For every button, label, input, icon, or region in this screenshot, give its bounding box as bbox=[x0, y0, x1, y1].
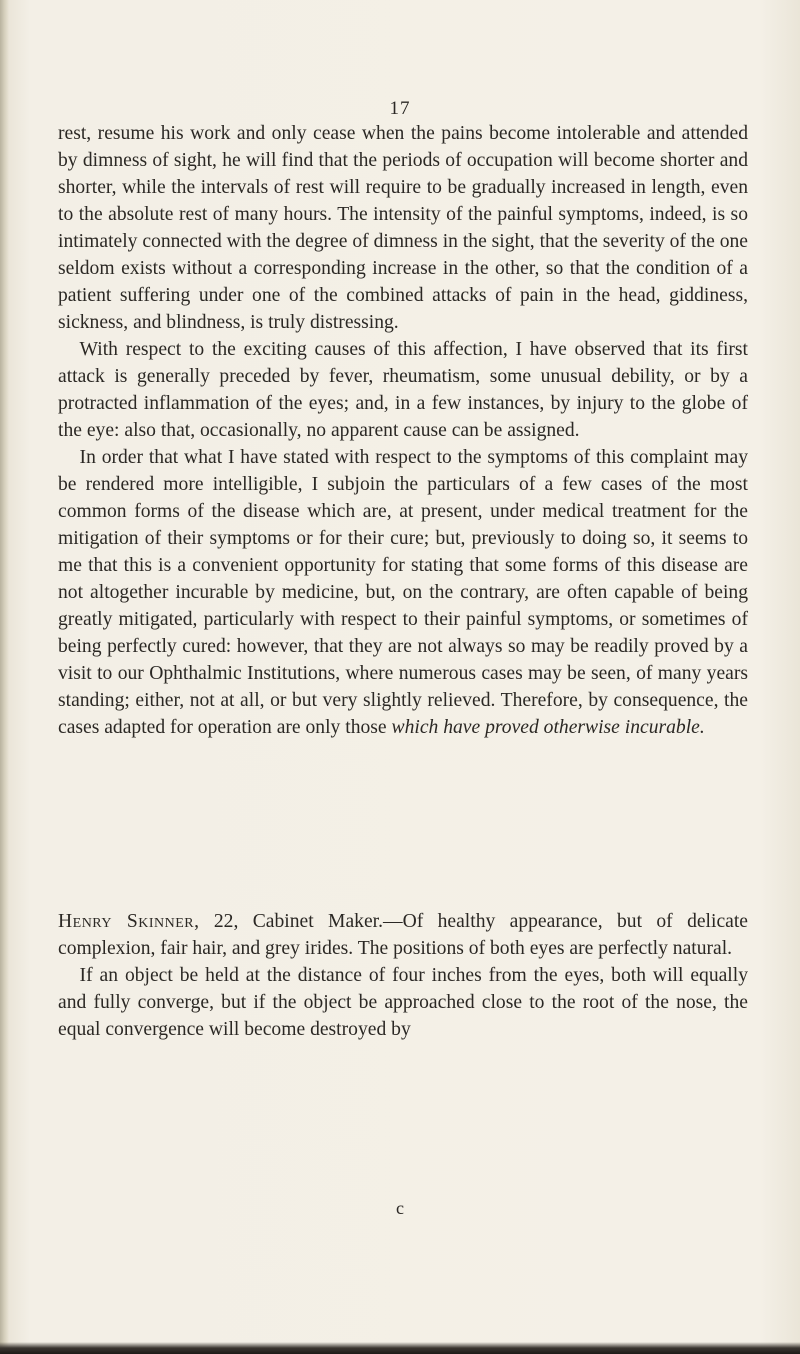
main-text bbox=[58, 120, 748, 741]
paragraph-exciting-causes: With respect to the exciting causes of this affection, I have observed that its first attack is generally preceded by fever, rheumatism, some unusual debility, or by a protracted inflammation of the eyes; and, in a few instances, by injury to the globe of the eye: also that, occasionally, no apparent cause can be assigned. bbox=[58, 339, 748, 441]
signature-mark: c bbox=[396, 1198, 404, 1218]
case-henry-skinner bbox=[58, 908, 748, 1043]
paragraph-cases-intro-text: In order that what I have stated with respect to the symptoms of this complaint may be rendered more intelligible, I subjoin the particulars of a few cases of the most common forms of the disease which are, at present, under medical treatment for the mitigation of their symptoms or for their cure; but, previously to doing so, it seems to me that this is a convenient opportunity for stating that some forms of this disease are not altogether incurable by medicine, but, on the contrary, are often capable of being greatly mitigated, particularly with respect to their painful symptoms, or sometimes of being perfectly cured: however, that they are not always so may be readily proved by a visit to our Ophthalmic Institutions, where numerous cases may be seen, of many years standing; either, not at all, or but very slightly relieved. Therefore, by consequence, the cases adapted for operation are only those bbox=[58, 447, 748, 738]
page-bottom-edge bbox=[0, 1342, 800, 1354]
case-patient-name: Henry Skinner, bbox=[58, 911, 200, 932]
paragraph-continued: rest, resume his work and only cease when the pains become intolerable and attended by dimness of sight, he will find that the periods of occupation will become shorter and shorter, while the intervals of rest will require to be gradually increased in length, even to the absolute rest of many hours. The intensity of the painful symptoms, indeed, is so intimately connected with the degree of dimness in the sight, that the severity of the one seldom exists without a corresponding increase in the other, so that the condition of a patient suffering under one of the combined attacks of pain in the head, giddiness, sickness, and blindness, is truly distressing. bbox=[58, 123, 748, 333]
case-examination-paragraph: If an object be held at the distance of four inches from the eyes, both will equally and fully converge, but if the object be approached close to the root of the nose, the equal convergence will become destroyed by bbox=[58, 965, 748, 1040]
page-number: 17 bbox=[389, 98, 411, 119]
case-intro-paragraph bbox=[58, 908, 748, 962]
paragraph-cases-intro-emphasis: which have proved otherwise incurable. bbox=[391, 717, 705, 738]
case-intro-text: 22, Cabinet Maker.—Of healthy appearance, but of delicate complexion, fair hair, and grey irides. The positions of both eyes are perfectly natural. bbox=[58, 911, 748, 959]
paragraph-cases-intro bbox=[58, 444, 748, 741]
page-binding-edge bbox=[0, 0, 9, 1354]
